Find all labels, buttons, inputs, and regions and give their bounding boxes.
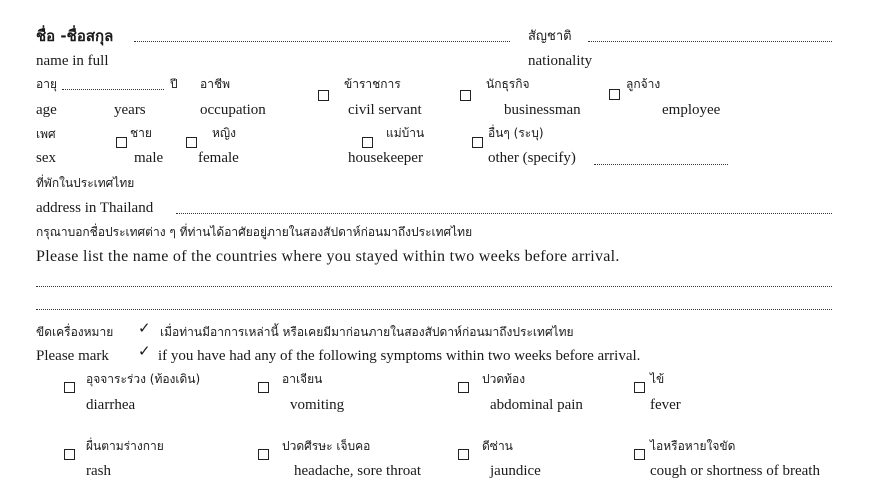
rash-checkbox[interactable] <box>64 449 75 460</box>
countries-field-line-2[interactable] <box>36 309 832 310</box>
headache-checkbox[interactable] <box>258 449 269 460</box>
symptom-label-th: ไข้ <box>650 372 665 386</box>
symptom-label-en: jaundice <box>490 463 541 479</box>
sex-option-en: housekeeper <box>348 150 423 166</box>
sex-option-th: ชาย <box>130 126 152 140</box>
checkmark-icon: ✓ <box>138 319 151 337</box>
sex-option-th: หญิง <box>212 126 236 140</box>
symptom-label-th: ไอหรือหายใจขัด <box>650 439 736 453</box>
occupation-option-th: ลูกจ้าง <box>626 77 661 91</box>
vomiting-checkbox[interactable] <box>258 382 269 393</box>
businessman-checkbox[interactable] <box>460 90 471 101</box>
sex-option-en: male <box>134 150 164 166</box>
occupation-option-en: employee <box>662 102 721 118</box>
occupation-option-en: businessman <box>504 102 581 118</box>
nationality-label-th: สัญชาติ <box>528 29 572 44</box>
symptoms-instruction-th-lead: ขีดเครื่องหมาย <box>36 325 114 339</box>
sex-label-en: sex <box>36 150 56 166</box>
sex-option-th: แม่บ้าน <box>386 126 425 140</box>
abdominal-pain-checkbox[interactable] <box>458 382 469 393</box>
address-field[interactable] <box>176 213 832 214</box>
male-checkbox[interactable] <box>116 137 127 148</box>
occupation-label-th: อาชีพ <box>200 77 230 91</box>
checkmark-icon: ✓ <box>138 342 151 360</box>
address-label-th: ที่พักในประเทศไทย <box>36 176 135 190</box>
symptom-label-en: rash <box>86 463 111 479</box>
occupation-label-en: occupation <box>200 102 266 118</box>
jaundice-checkbox[interactable] <box>458 449 469 460</box>
symptom-label-th: ปวดท้อง <box>482 372 526 386</box>
sex-option-en: female <box>198 150 239 166</box>
occupation-option-en: civil servant <box>348 102 422 118</box>
symptom-label-en: diarrhea <box>86 397 136 413</box>
other-checkbox[interactable] <box>472 137 483 148</box>
name-label-th: ชื่อ -ชื่อสกุล <box>36 27 114 45</box>
symptom-label-th: อาเจียน <box>282 372 323 386</box>
years-label-th: ปี <box>170 77 178 91</box>
symptom-label-en: cough or shortness of breath <box>650 463 820 479</box>
age-label-th: อายุ <box>36 77 57 91</box>
age-field[interactable] <box>62 89 164 90</box>
occupation-option-th: ข้าราชการ <box>344 77 401 91</box>
countries-field-line-1[interactable] <box>36 286 832 287</box>
fever-checkbox[interactable] <box>634 382 645 393</box>
symptom-label-en: headache, sore throat <box>294 463 422 479</box>
years-label-en: years <box>114 102 146 118</box>
sex-label-th: เพศ <box>36 127 56 141</box>
cough-checkbox[interactable] <box>634 449 645 460</box>
age-label-en: age <box>36 102 57 118</box>
nationality-field[interactable] <box>588 41 832 42</box>
symptom-label-en: abdominal pain <box>490 397 583 413</box>
symptoms-instruction-en-rest: if you have had any of the following symptoms within two weeks before arrival. <box>158 348 641 364</box>
name-label-en: name in full <box>36 53 109 69</box>
symptom-label-en: fever <box>650 397 681 413</box>
sex-option-en: other (specify) <box>488 150 576 166</box>
countries-instruction-th: กรุณาบอกชื่อประเทศต่าง ๆ ที่ท่านได้อาศัยอยู่ภายในสองสัปดาห์ก่อนมาถึงประเทศไทย <box>36 225 473 239</box>
sex-option-th: อื่นๆ (ระบุ) <box>488 126 544 140</box>
symptom-label-th: อุจจาระร่วง (ท้องเดิน) <box>86 372 201 386</box>
occupation-option-th: นักธุรกิจ <box>486 77 530 91</box>
symptom-label-th: ผื่นตามร่างกาย <box>86 439 164 453</box>
housekeeper-checkbox[interactable] <box>362 137 373 148</box>
civil-servant-checkbox[interactable] <box>318 90 329 101</box>
nationality-label-en: nationality <box>528 53 593 69</box>
symptom-label-th: ปวดศีรษะ เจ็บคอ <box>282 439 371 453</box>
symptoms-instruction-th-rest: เมื่อท่านมีอาการเหล่านี้ หรือเคยมีมาก่อนภายในสองสัปดาห์ก่อนมาถึงประเทศไทย <box>160 325 574 339</box>
symptoms-instruction-en-lead: Please mark <box>36 348 109 364</box>
address-label-en: address in Thailand <box>36 200 154 216</box>
diarrhea-checkbox[interactable] <box>64 382 75 393</box>
countries-instruction-en: Please list the name of the countries where you stayed within two weeks before arrival. <box>36 248 620 265</box>
symptom-label-th: ดีซ่าน <box>482 439 513 453</box>
employee-checkbox[interactable] <box>609 89 620 100</box>
other-specify-field[interactable] <box>594 164 728 165</box>
name-field[interactable] <box>134 41 510 42</box>
symptom-label-en: vomiting <box>290 397 345 413</box>
female-checkbox[interactable] <box>186 137 197 148</box>
